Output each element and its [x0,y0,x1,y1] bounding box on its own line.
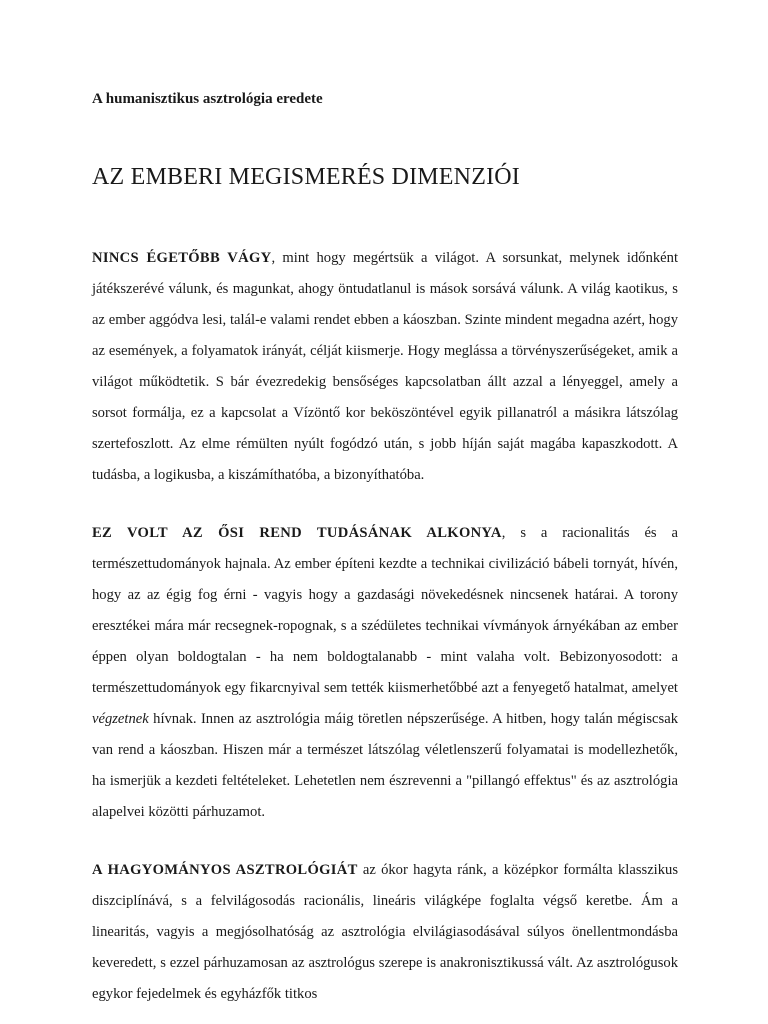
document-subtitle: A humanisztikus asztrológia eredete [92,91,323,107]
paragraph-2-italic: végzetnek [92,711,149,727]
paragraph-3 [92,855,678,1010]
document-title: AZ EMBERI MEGISMERÉS DIMENZIÓI [92,164,520,190]
paragraph-3-lead: A HAGYOMÁNYOS ASZTROLÓGIÁT [92,862,358,878]
paragraph-3-text: az ókor hagyta ránk, a középkor formálta klasszikus diszciplínává, s a felvilágosodás racionális, lineáris világképe foglalta végső keretbe. Ám a linearitás, vagyis a megjósolhatóság az asztrológia elvilágiasodásával súlyos önellentmondásba keveredett, s ezzel párhuzamosan az asztrológus szerepe is anakronisztikussá vált. Az asztrológusok egykor fejedelmek és egyházfők titkos [92,862,678,1002]
paragraph-2-text-before: , s a racionalitás és a természettudományok hajnala. Az ember építeni kezdte a technikai civilizáció bábeli tornyát, hívén, hogy az az égig fog érni - vagyis hogy a gazdasági növekedésnek nincsenek határai. A torony eresztékei mára már recsegnek-ropognak, s a szédületes technikai vívmányok árnyékában az ember éppen olyan boldogtalan - ha nem boldogtalanabb - mint valaha volt. Bebizonyosodott: a természettudományok egy fikarcnyival sem tették kiismerhetőbbé azt a fenyegető hatalmat, amelyet [92,525,678,696]
paragraph-1-lead: NINCS ÉGETŐBB VÁGY [92,250,272,266]
paragraph-1-text: , mint hogy megértsük a világot. A sorsunkat, melynek időnként játékszerévé válunk, és magunkat, ahogy öntudatlanul is mások sorsává válunk. A világ kaotikus, s az ember aggódva lesi, talál-e valami rendet ebben a káoszban. Szinte mindent megadna azért, hogy az események, a folyamatok irányát, célját kiismerje. Hogy meglássa a törvényszerűségeket, amik a világot működtetik. S bár évezredekig bensőséges kapcsolatban állt azzal a lényeggel, amely a sorsot formálja, ez a kapcsolat a Vízöntő kor beköszöntével egyik pillanatról a másikra látszólag szertefoszlott. Az elme rémülten nyúlt fogódzó után, s jobb híján saját magába kapaszkodott. A tudásba, a logikusba, a kiszámíthatóba, a bizonyíthatóba. [92,250,679,483]
paragraph-2-text-after: hívnak. Innen az asztrológia máig töretlen népszerűsége. A hitben, hogy talán mégiscsak van rend a káoszban. Hiszen már a természet látszólag véletlenszerű folyamatai is modellezhetők, ha ismerjük a kezdeti feltételeket. Lehetetlen nem észrevenni a "pillangó effektus" és az asztrológia alapelvei közötti párhuzamot. [92,711,678,820]
paragraph-2 [92,518,678,828]
paragraph-1 [92,243,678,491]
paragraph-2-lead: EZ VOLT AZ ŐSI REND TUDÁSÁNAK ALKONYA [92,525,502,541]
